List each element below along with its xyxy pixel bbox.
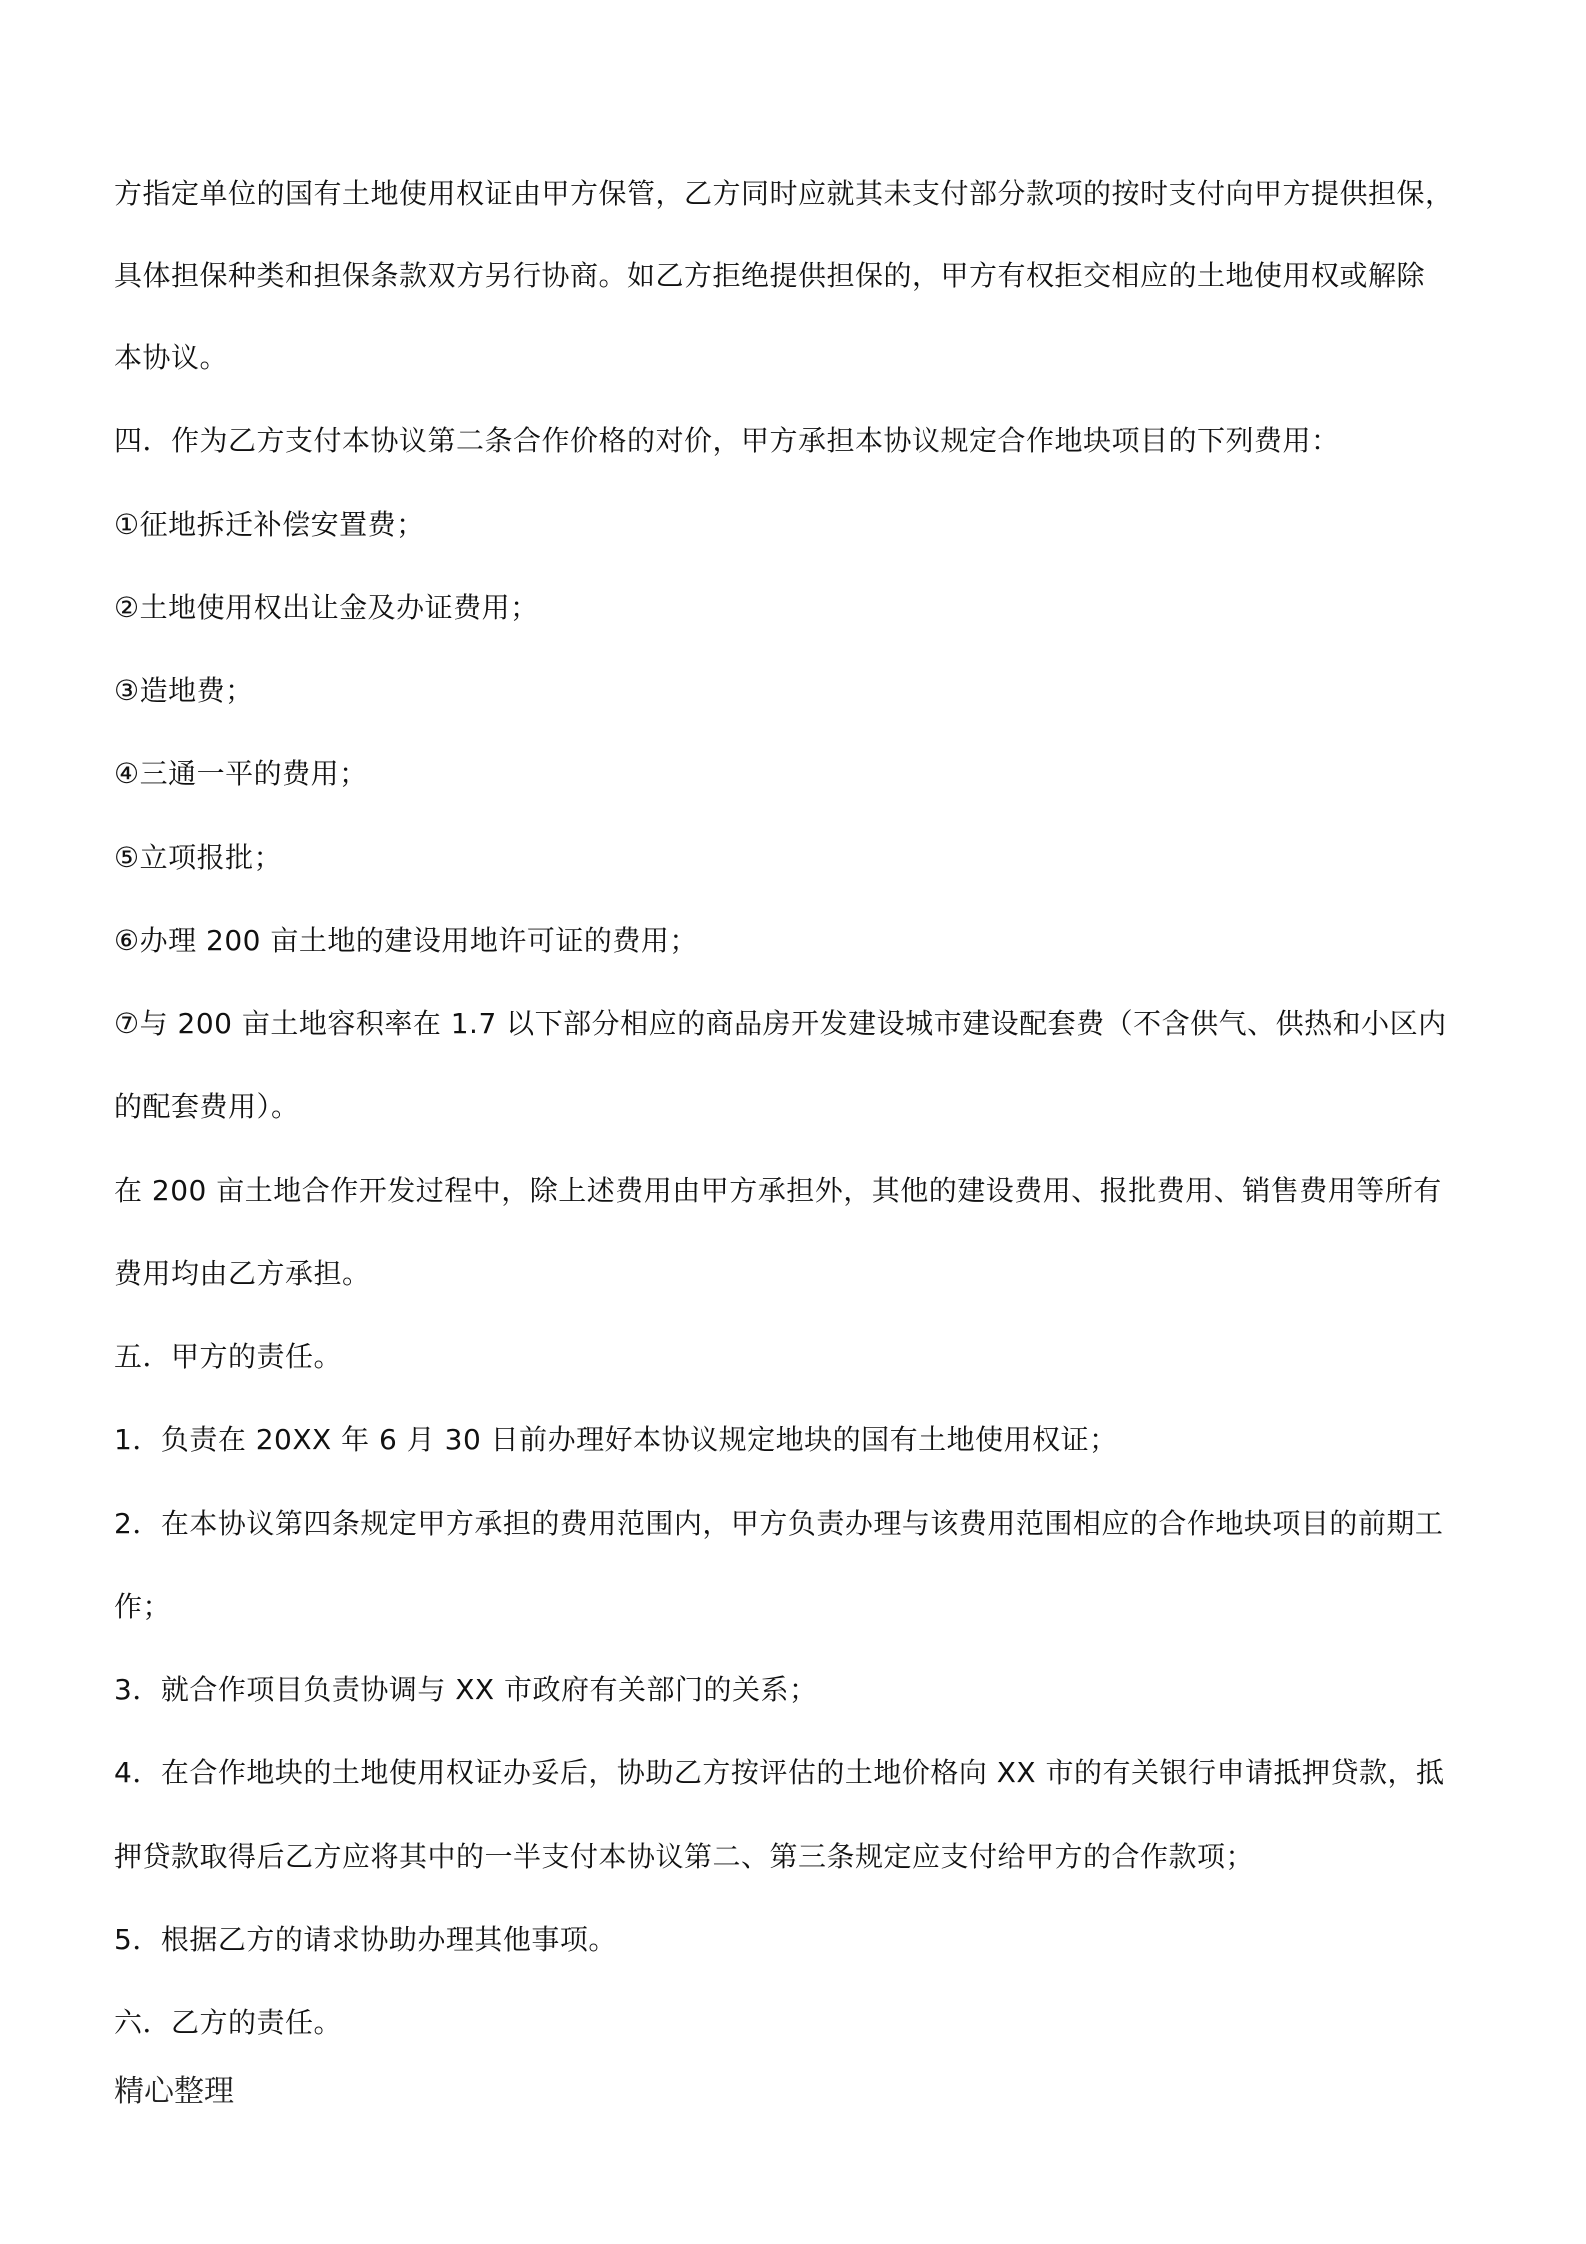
- list-item: ⑦与 200 亩土地容积率在 1.7 以下部分相应的商品房开发建设城市建设配套费（不含供气、供热和小区内: [114, 1007, 1447, 1040]
- text-line: 方指定单位的国有土地使用权证由甲方保管，乙方同时应就其未支付部分款项的按时支付向甲方提供担保，: [114, 177, 1454, 210]
- list-item: 1．负责在 20XX 年 6 月 30 日前办理好本协议规定地块的国有土地使用权证；: [114, 1423, 1118, 1456]
- list-item: ⑤立项报批；: [114, 841, 283, 874]
- text-line: 的配套费用）。: [114, 1090, 300, 1123]
- text-line: 本协议。: [114, 341, 229, 374]
- list-item: 3．就合作项目负责协调与 XX 市政府有关部门的关系；: [114, 1673, 818, 1706]
- list-item: 4．在合作地块的土地使用权证办妥后，协助乙方按评估的土地价格向 XX 市的有关银行申请抵押贷款，抵: [114, 1756, 1445, 1789]
- text-line: 具体担保种类和担保条款双方另行协商。如乙方拒绝提供担保的，甲方有权拒交相应的土地使用权或解除: [114, 259, 1426, 292]
- list-item: ⑥办理 200 亩土地的建设用地许可证的费用；: [114, 924, 698, 957]
- section-heading: 四．作为乙方支付本协议第二条合作价格的对价，甲方承担本协议规定合作地块项目的下列费用：: [114, 424, 1340, 457]
- list-item: ②土地使用权出让金及办证费用；: [114, 591, 539, 624]
- text-line: 押贷款取得后乙方应将其中的一半支付本协议第二、第三条规定应支付给甲方的合作款项；: [114, 1840, 1255, 1873]
- text-line: 在 200 亩土地合作开发过程中，除上述费用由甲方承担外，其他的建设费用、报批费用、销售费用等所有: [114, 1174, 1442, 1207]
- section-heading: 五．甲方的责任。: [114, 1340, 343, 1373]
- list-item: ①征地拆迁补偿安置费；: [114, 508, 425, 541]
- footer-text: 精心整理: [114, 2074, 234, 2109]
- list-item: 2．在本协议第四条规定甲方承担的费用范围内，甲方负责办理与该费用范围相应的合作地块项目的前期工: [114, 1507, 1444, 1540]
- section-heading: 六．乙方的责任。: [114, 2006, 343, 2039]
- list-item: ④三通一平的费用；: [114, 757, 368, 790]
- text-line: 费用均由乙方承担。: [114, 1257, 371, 1290]
- text-line: 作；: [114, 1590, 172, 1623]
- list-item: 5．根据乙方的请求协助办理其他事项。: [114, 1923, 617, 1956]
- list-item: ③造地费；: [114, 674, 254, 707]
